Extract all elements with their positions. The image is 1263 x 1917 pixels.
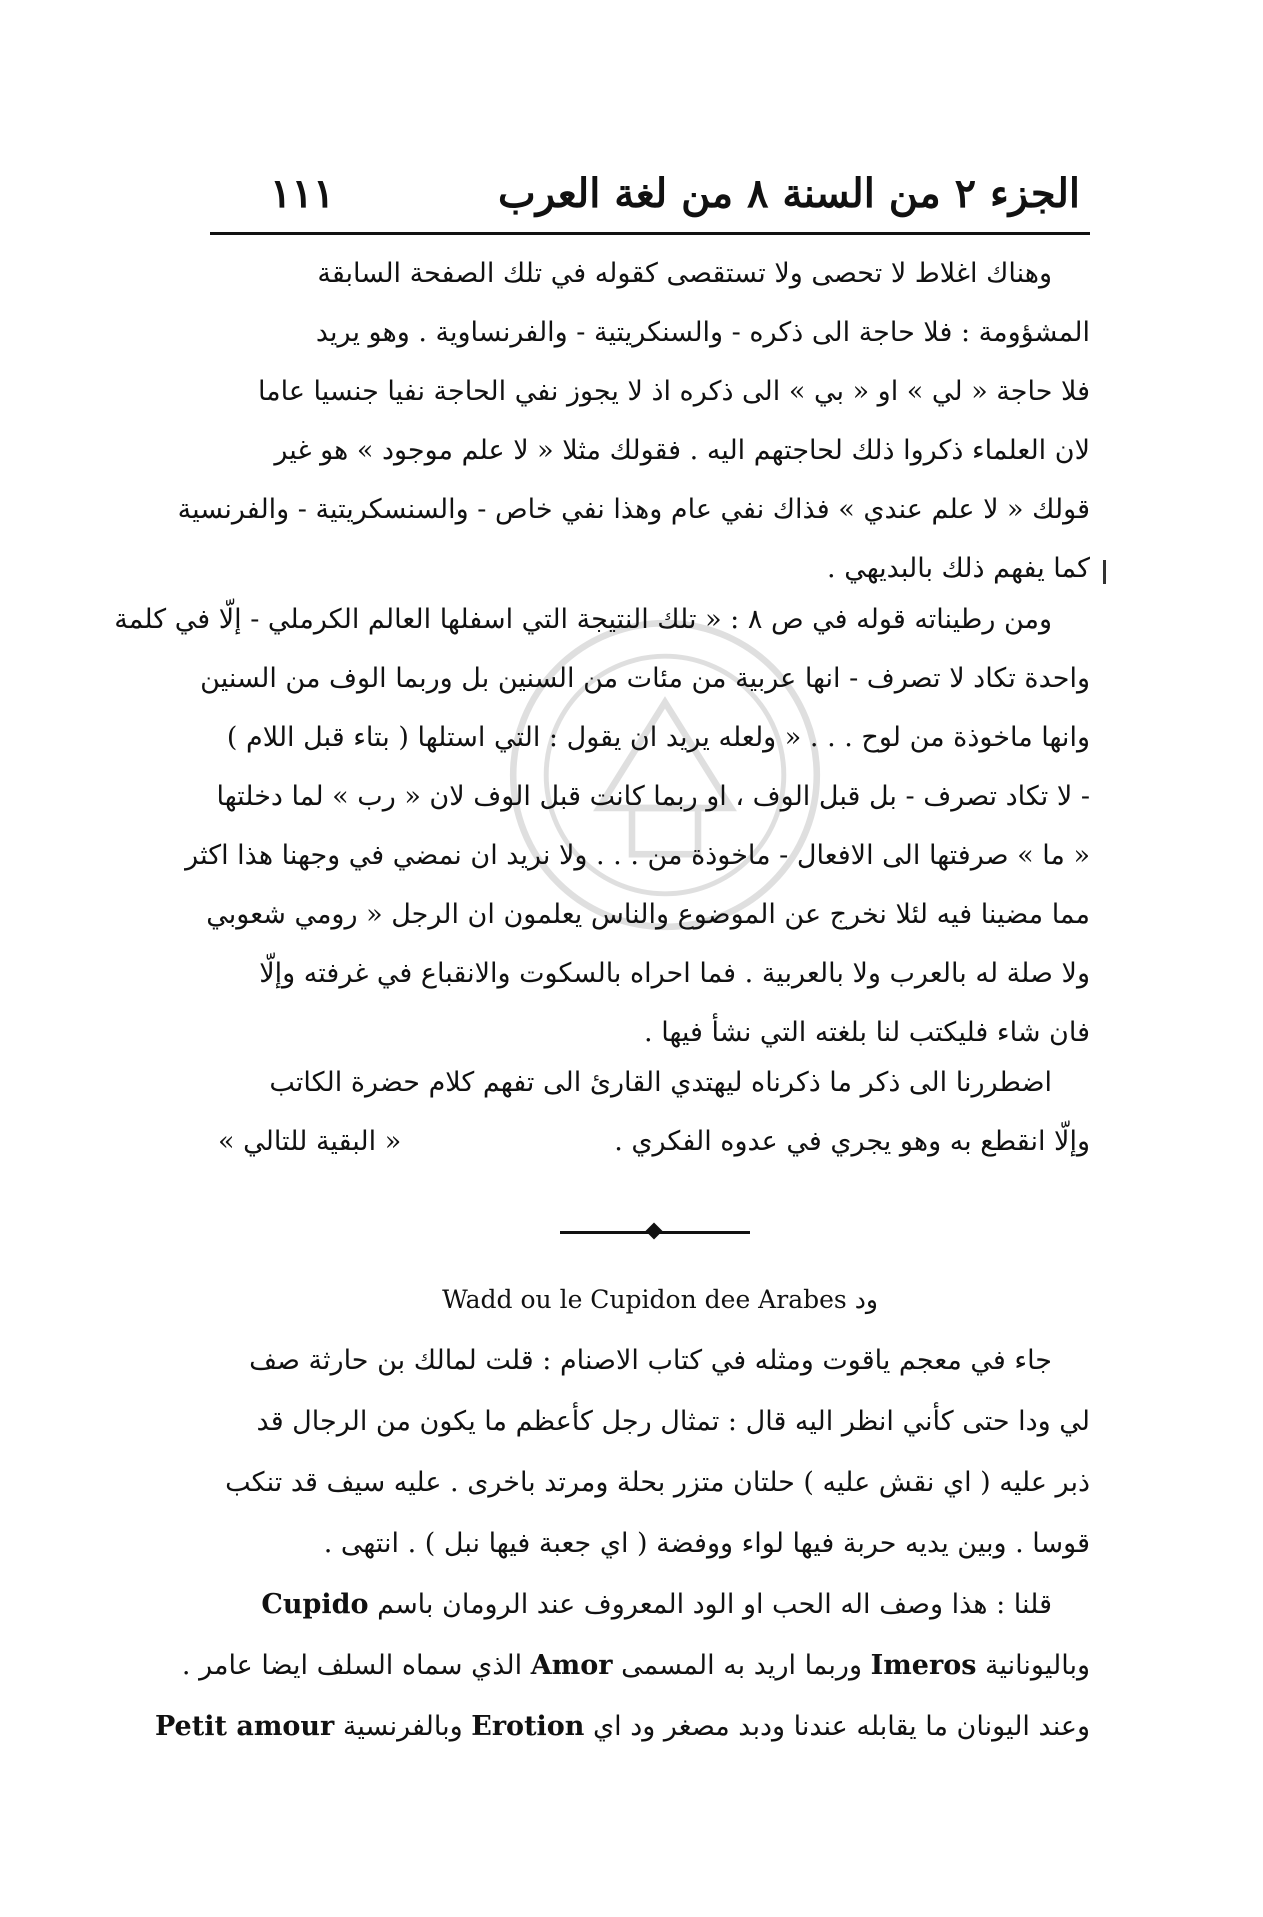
text-line-mixed [181,1635,1090,1696]
page-number: ١١١ [270,170,335,217]
text-line: المشؤومة : فلا حاجة الى ذكره - والسنكريتية - والفرنساوية . وهو يريد [315,317,1090,348]
text-line: جاء في معجم ياقوت ومثله في كتاب الاصنام : قلت لمالك بن حارثة صف [249,1345,1052,1376]
latin-term: Erotion [471,1711,585,1742]
text-line: لي ودا حتى كأني انظر اليه قال : تمثال رجل كأعظم ما يكون من الرجال قد [256,1406,1090,1437]
margin-mark [1103,560,1106,584]
paragraph-1 [177,244,1090,598]
arabic-segment: وعند اليونان ما يقابله عندنا ودبد مصغر ود اي [593,1711,1090,1742]
text-line-content: وإلّا انقطع به وهو يجري في عدوه الفكري . [614,1126,1090,1157]
text-line: ولا صلة له بالعرب ولا بالعربية . فما احراه بالسكوت والانقباع في غرفته وإلّا [259,958,1090,989]
text-line: قوسا . وبين يديه حربة فيها لواء ووفضة ( اي جعبة فيها نبل ) . انتهى . [323,1528,1090,1559]
latin-term: Petit amour [154,1711,335,1742]
text-line: ذبر عليه ( اي نقش عليه ) حلتان متزر بحلة ومرتد باخرى . عليه سيف قد تنكب [225,1467,1090,1498]
paragraph-3 [218,1053,1090,1171]
arabic-segment: وبالفرنسية [342,1711,463,1742]
arabic-segment: وباليونانية [985,1650,1090,1681]
latin-term: Imeros [870,1650,977,1681]
text-line: ومن رطيناته قوله في ص ٨ : « تلك النتيجة التي اسفلها العالم الكرملي - إلّا في كلمة [114,604,1052,635]
latin-term: Cupido [261,1589,369,1620]
text-line: فان شاء فليكتب لنا بلغته التي نشأ فيها . [644,1017,1090,1048]
header-rule [210,232,1090,235]
arabic-segment: وربما اريد به المسمى [621,1650,863,1681]
text-line: لان العلماء ذكروا ذلك لحاجتهم اليه . فقولك مثلا « لا علم موجود » هو غير [274,435,1090,466]
running-title: الجزء ٢ من السنة ٨ من لغة العرب [498,170,1080,217]
text-line-last [218,1112,1090,1171]
section-title-arabic: ود [854,1285,878,1314]
paragraph-4 [154,1330,1090,1757]
latin-term: Amor [530,1650,613,1681]
text-line: واحدة تكاد لا تصرف - انها عربية من مئات من السنين بل وربما الوف من السنين [200,663,1090,694]
text-line: قولك « لا علم عندي » فذاك نفي عام وهذا نفي خاص - والسنسكريتية - والفرنسية [177,494,1090,525]
text-line: كما يفهم ذلك بالبديهي . [827,553,1090,584]
arabic-segment: قلنا : هذا وصف اله الحب او الود المعروف عند الرومان باسم [377,1589,1052,1620]
text-line: اضطررنا الى ذكر ما ذكرناه ليهتدي القارئ الى تفهم كلام حضرة الكاتب [269,1067,1052,1098]
divider-ornament [646,1223,663,1240]
text-line: - لا تكاد تصرف - بل قبل الوف ، او ربما كانت قبل الوف لان « رب » لما دخلتها [216,781,1090,812]
text-line-mixed [154,1696,1090,1757]
page-header [210,160,1080,230]
continuation-note: « البقية للتالي » [218,1126,402,1157]
text-line: وهناك اغلاط لا تحصى ولا تستقصى كقوله في تلك الصفحة السابقة [317,258,1052,289]
section-title-latin: Wadd ou le Cupidon dee Arabes [442,1285,847,1314]
text-line-mixed [218,1574,1090,1635]
text-line: فلا حاجة « لي » او « بي » الى ذكره اذ لا يجوز نفي الحاجة نفيا جنسيا عاما [257,376,1090,407]
section-title [400,1285,920,1314]
text-line: وانها ماخوذة من لوح . . . « ولعله يريد ان يقول : التي استلها ( بتاء قبل اللام ) [226,722,1090,753]
text-line: « ما » صرفتها الى الافعال - ماخوذة من . . . ولا نريد ان نمضي في وجهنا هذا اكثر [185,840,1090,871]
text-line: مما مضينا فيه لئلا نخرج عن الموضوع والناس يعلمون ان الرجل « رومي شعوبي [206,899,1090,930]
paragraph-2 [114,590,1090,1062]
arabic-segment: الذي سماه السلف ايضا عامر . [181,1650,523,1681]
